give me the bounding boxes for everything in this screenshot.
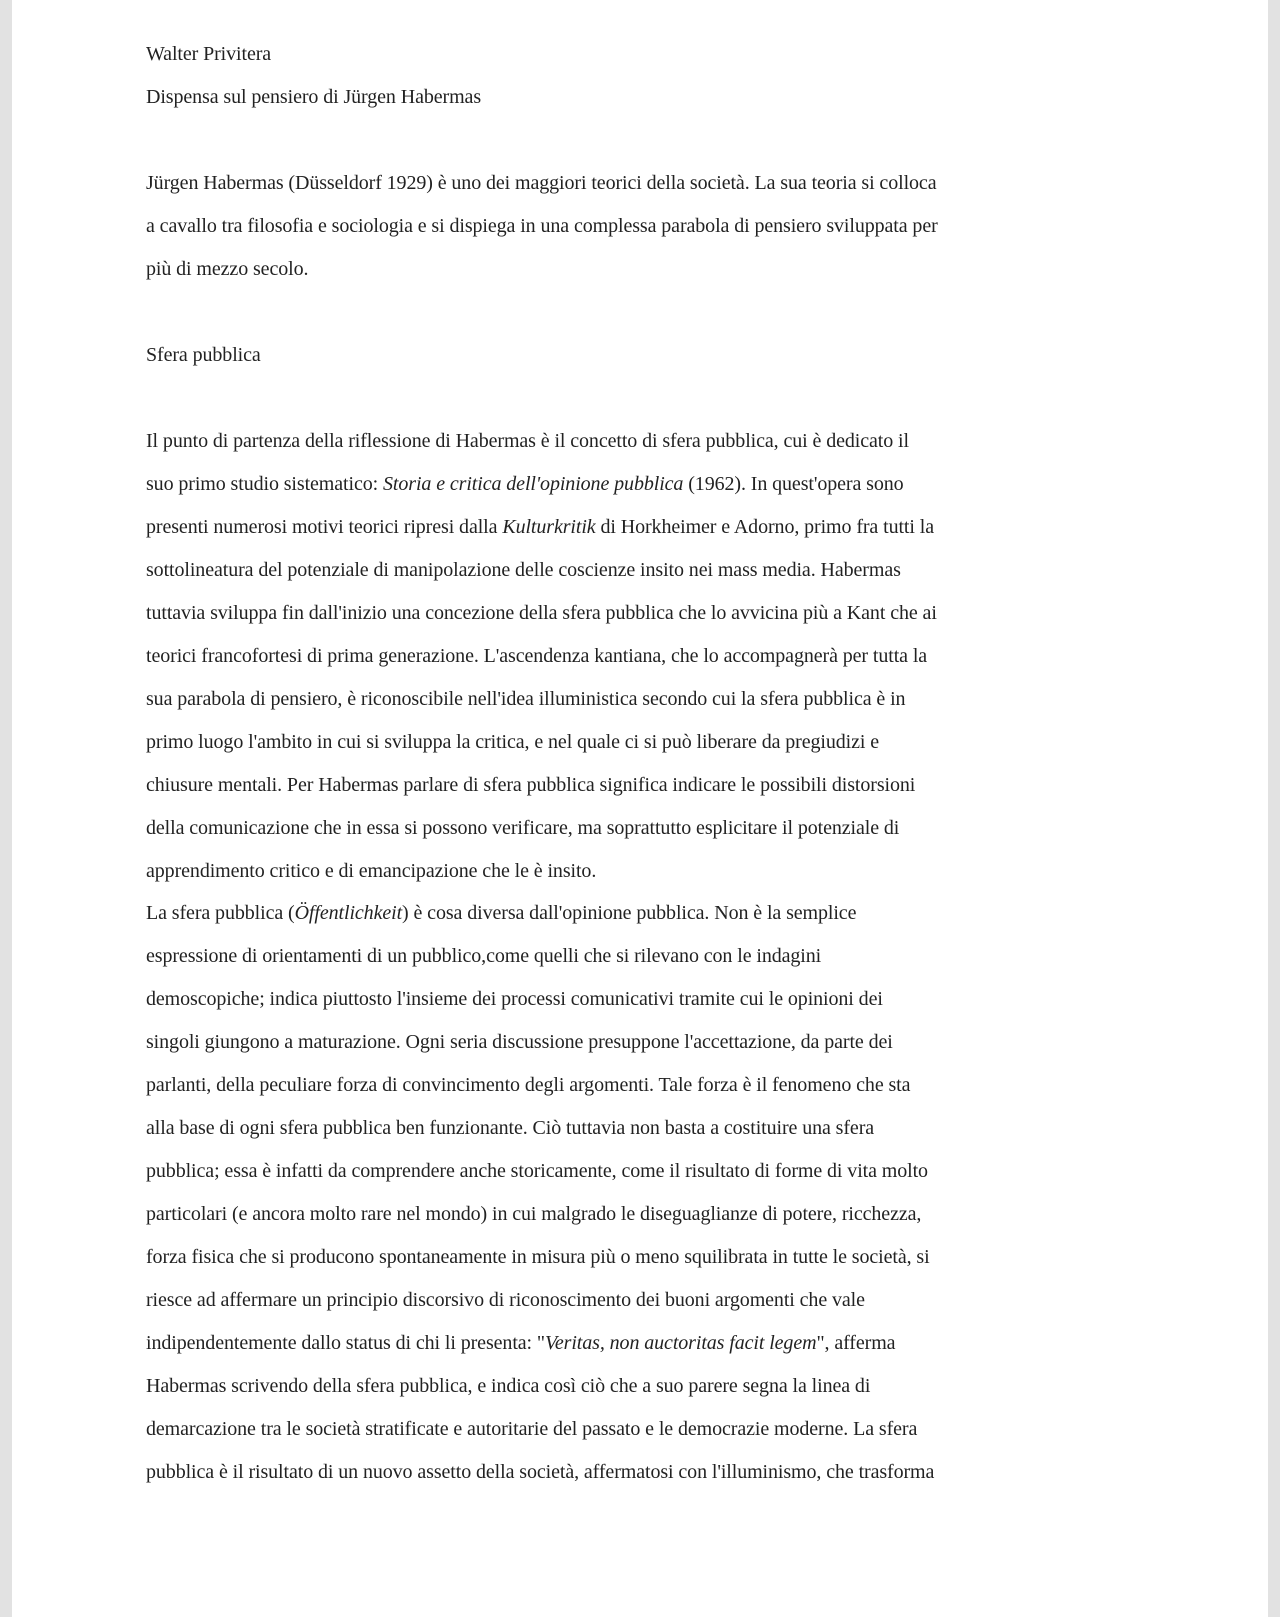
text-run: suo primo studio sistematico: — [146, 473, 383, 495]
paragraph-line — [146, 513, 1268, 556]
paragraph-line: Habermas scrivendo della sfera pubblica, e indica così ciò che a suo parere segna la linea di — [146, 1375, 871, 1397]
paragraph-line: alla base di ogni sfera pubblica ben funzionante. Ciò tuttavia non basta a costituire una sfera — [146, 1117, 875, 1139]
text-run: di Horkheimer e Adorno, primo fra tutti la — [595, 516, 934, 538]
italic-term: Kulturkritik — [502, 516, 596, 538]
text-run: presenti numerosi motivi teorici ripresi dalla — [146, 516, 503, 538]
section-heading: Sfera pubblica — [146, 344, 261, 366]
text-run: ) è cosa diversa dall'opinione pubblica. Non è la semplice — [402, 902, 857, 924]
paragraph-line: sua parabola di pensiero, è riconoscibile nell'idea illuministica secondo cui la sfera pubblica è in — [146, 688, 906, 710]
paragraph-line: espressione di orientamenti di un pubblico,come quelli che si rilevano con le indagini — [146, 945, 822, 967]
paragraph-line: teorici francofortesi di prima generazione. L'ascendenza kantiana, che lo accompagnerà per tutta la — [146, 645, 928, 667]
paragraph-line — [146, 899, 1268, 942]
spacer — [146, 298, 1268, 341]
paragraph-line: primo luogo l'ambito in cui si sviluppa la critica, e nel quale ci si può liberare da pregiudizi e — [146, 731, 880, 753]
paragraph-line — [146, 1329, 1268, 1372]
document-title: Dispensa sul pensiero di Jürgen Habermas — [146, 86, 482, 108]
latin-quote: Veritas, non auctoritas facit legem — [544, 1332, 817, 1354]
paragraph-line: tuttavia sviluppa fin dall'inizio una concezione della sfera pubblica che lo avvicina più a Kant che ai — [146, 602, 937, 624]
text-run: indipendentemente dallo status di chi li presenta: " — [146, 1332, 545, 1354]
paragraph-line: della comunicazione che in essa si possono verificare, ma soprattutto esplicitare il potenziale di — [146, 817, 900, 839]
spacer — [146, 384, 1268, 427]
intro-line: a cavallo tra filosofia e sociologia e si dispiega in una complessa parabola di pensiero sviluppata per — [146, 215, 938, 237]
spacer — [146, 126, 1268, 169]
paragraph-line: apprendimento critico e di emancipazione che le è insito. — [146, 860, 597, 882]
paragraph-line: riesce ad affermare un principio discorsivo di riconoscimento dei buoni argomenti che vale — [146, 1289, 865, 1311]
book-title: Storia e critica dell'opinione pubblica — [383, 473, 684, 495]
paragraph-line — [146, 470, 1268, 513]
intro-line: più di mezzo secolo. — [146, 258, 309, 280]
italic-term: Öffentlichkeit — [294, 902, 403, 924]
paragraph-line: particolari (e ancora molto rare nel mondo) in cui malgrado le diseguaglianze di potere, ricchezza, — [146, 1203, 922, 1225]
paragraph-line: forza fisica che si producono spontaneamente in misura più o meno squilibrata in tutte le società, si — [146, 1246, 930, 1268]
paragraph-line: singoli giungono a maturazione. Ogni seria discussione presuppone l'accettazione, da parte dei — [146, 1031, 893, 1053]
paragraph-line: Il punto di partenza della riflessione di Habermas è il concetto di sfera pubblica, cui è dedicato il — [146, 430, 909, 452]
document-page — [12, 0, 1268, 1617]
text-run: (1962). In quest'opera sono — [683, 473, 904, 495]
paragraph-line: sottolineatura del potenziale di manipolazione delle coscienze insito nei mass media. Habermas — [146, 559, 901, 581]
paragraph-line: chiusure mentali. Per Habermas parlare di sfera pubblica significa indicare le possibili distorsioni — [146, 774, 916, 796]
text-run: ", afferma — [816, 1332, 896, 1354]
paragraph-line: demarcazione tra le società stratificate e autoritarie del passato e le democrazie moderne. La sfera — [146, 1418, 918, 1440]
intro-line: Jürgen Habermas (Düsseldorf 1929) è uno dei maggiori teorici della società. La sua teoria si colloca — [146, 172, 937, 194]
text-run: La sfera pubblica ( — [146, 902, 295, 924]
paragraph-line: pubblica è il risultato di un nuovo assetto della società, affermatosi con l'illuminismo, che trasforma — [146, 1461, 935, 1483]
paragraph-line: demoscopiche; indica piuttosto l'insieme dei processi comunicativi tramite cui le opinioni dei — [146, 988, 883, 1010]
paragraph-line: pubblica; essa è infatti da comprendere anche storicamente, come il risultato di forme di vita molto — [146, 1160, 928, 1182]
paragraph-line: parlanti, della peculiare forza di convincimento degli argomenti. Tale forza è il fenomeno che sta — [146, 1074, 911, 1096]
author-name: Walter Privitera — [146, 43, 272, 65]
